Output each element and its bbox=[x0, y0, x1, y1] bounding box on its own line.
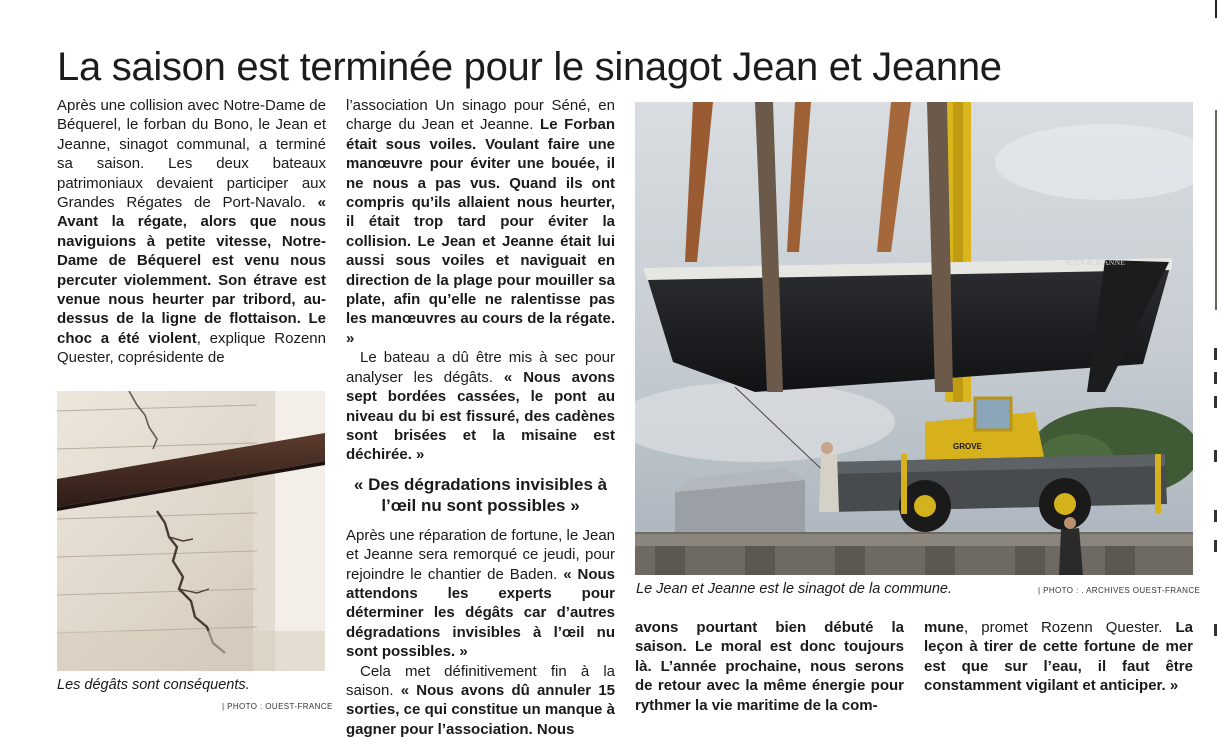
photo1-caption: Les dégâts sont conséquents. bbox=[57, 677, 250, 693]
text-run: « Avant la régate, alors que nous naviguions à petite vitesse, Notre-Dame de Béquerel est venu nous percuter violemment. Son étrave est venue nous heurter par tribord, au-dessus de la ligne de flottaison. Le choc a été violent bbox=[57, 194, 326, 347]
text-run: Le bateau a dû être mis à sec pour analyser les dégâts. bbox=[346, 349, 615, 386]
photo2-caption: Le Jean et Jeanne est le sinagot de la commune. bbox=[636, 581, 952, 597]
text-run: « Nous avons dû annuler 15 sorties, ce qui constitue un manque à gagner pour l’association. Nous bbox=[346, 681, 616, 738]
col2-part-b bbox=[346, 526, 615, 739]
photo-damage bbox=[57, 391, 325, 671]
text-column-2 bbox=[346, 96, 615, 739]
text-column-4 bbox=[924, 618, 1193, 696]
page-top-edge bbox=[0, 0, 1217, 4]
paragraph bbox=[346, 96, 615, 348]
intertitle: « Des dégradations invisibles à l’œil nu sont possibles » bbox=[353, 474, 608, 515]
paragraph bbox=[924, 618, 1193, 696]
photo-boat-lift bbox=[635, 102, 1193, 575]
adjacent-page-strip bbox=[1203, 0, 1217, 737]
text-run: , explique Rozenn Quester, coprésidente de bbox=[57, 329, 326, 367]
text-run: mune bbox=[924, 619, 965, 636]
text-run: , promet Rozenn Quester. bbox=[964, 619, 1176, 636]
hull-name-label: JEAN & JEANNE bbox=[1065, 258, 1125, 267]
text-run: avons pourtant bien débuté la saison. Le moral est donc toujours là. L’année prochaine, nous serons de retour avec la même énergie pour rythmer la vie maritime de la com- bbox=[635, 619, 904, 714]
text-run: « Nous avons sept bordées cassées, le pont au niveau du bi est fissuré, des cadènes sont brisées et la misaine est déchirée. » bbox=[346, 368, 616, 464]
adjacent-page-edge bbox=[1203, 0, 1217, 737]
photo1-credit: | PHOTO : OUEST-FRANCE bbox=[222, 702, 333, 711]
article-headline: La saison est terminée pour le sinagot Jean et Jeanne bbox=[57, 45, 1002, 89]
photo2-credit: | PHOTO : . ARCHIVES OUEST-FRANCE bbox=[1038, 586, 1201, 595]
text-run: l’association Un sinago pour Séné, en charge du Jean et Jeanne. bbox=[346, 97, 615, 134]
text-run: « Nous attendons les experts pour déterminer les dégâts car d’autres dégradations invisibles à l’œil nu sont possibles. » bbox=[346, 565, 615, 661]
text-run: Après une collision avec Notre-Dame de Béquerel, le forban du Bono, le Jean et Jeanne, sinagot communal, a terminé sa saison. Les deux bateaux patrimoniaux devaient participer aux Grandes Régates de Port-Navalo. bbox=[57, 97, 326, 212]
text-run: La leçon à tirer de cette fortune de mer est que sur l’eau, il faut être constamment vigilant et anticiper. » bbox=[924, 619, 1193, 695]
damaged-planks-image bbox=[57, 391, 325, 671]
paragraph bbox=[346, 348, 615, 464]
crane-brand-label: GROVE bbox=[953, 442, 982, 451]
paragraph bbox=[346, 662, 615, 739]
text-run: Cela met définitivement fin à la saison. bbox=[346, 662, 615, 699]
boat-lift-image bbox=[635, 102, 1193, 575]
paragraph bbox=[635, 618, 904, 715]
text-column-3 bbox=[635, 618, 904, 715]
paragraph bbox=[346, 526, 615, 662]
text-column-1 bbox=[57, 96, 326, 368]
paragraph bbox=[57, 96, 326, 368]
text-run: Après une réparation de fortune, le Jean et Jeanne sera remorqué ce jeudi, pour rejoindre le chantier de Baden. bbox=[346, 526, 615, 583]
text-run: Le Forban était sous voiles. Voulant faire une manœuvre pour éviter une bouée, il ne nous a pas vus. Quand ils ont compris qu’ils allaient nous heurter, il était trop tard pour éviter la collision. Le Jean et Jeanne était lui aussi sous voiles et naviguait en direction de la plage pour mouiller sa plate, afin qu’elle ne ralentisse pas les manœuvres au cours de la régate. » bbox=[346, 116, 615, 347]
col2-part-a bbox=[346, 96, 615, 465]
